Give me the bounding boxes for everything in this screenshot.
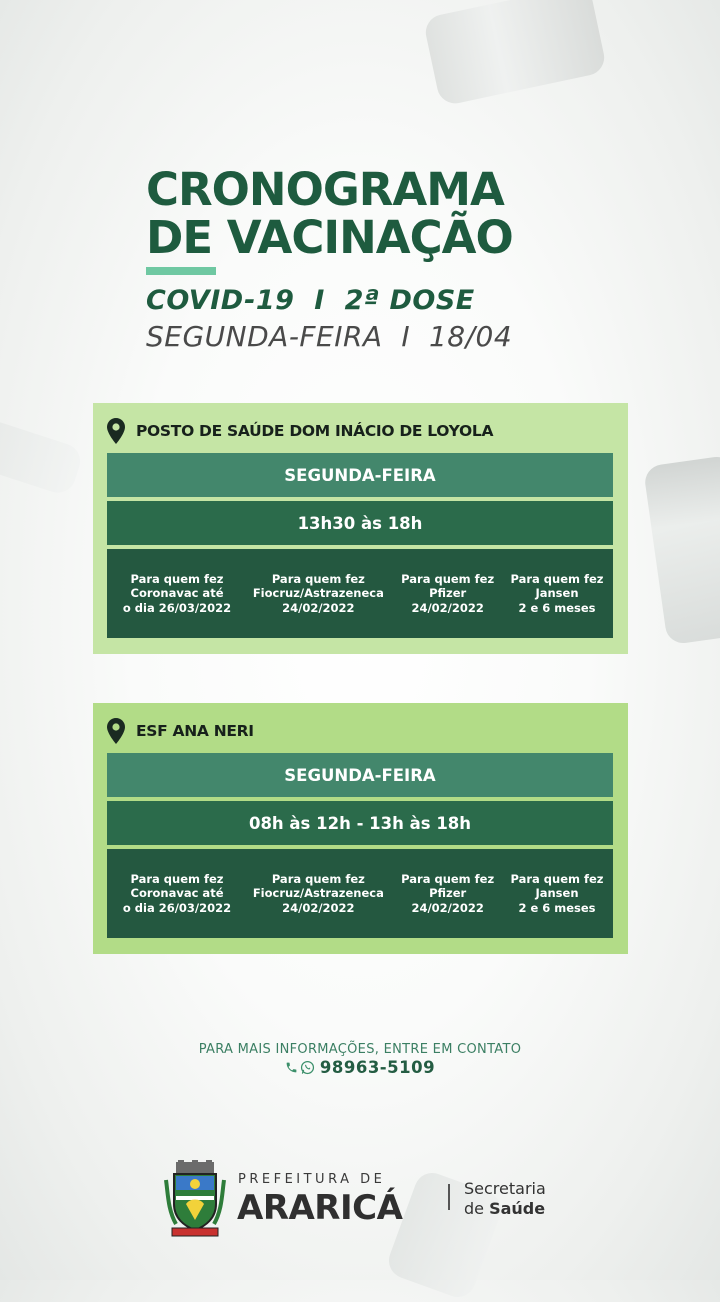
saude-prefix: de: [464, 1199, 484, 1218]
group-line: Fiocruz/Astrazeneca: [252, 886, 384, 901]
map-pin-icon: [107, 718, 125, 744]
city-name: ARARICÁ: [237, 1188, 403, 1228]
group-astrazeneca: [248, 572, 388, 616]
time-bar: 08h às 12h - 13h às 18h: [107, 801, 613, 845]
location-name: ESF ANA NERI: [136, 722, 254, 740]
group-line: 24/02/2022: [282, 600, 355, 615]
group-line: Para quem fez: [510, 571, 604, 586]
group-line: Para quem fez: [271, 571, 365, 586]
group-line: 24/02/2022: [282, 900, 355, 915]
group-line: Para quem fez: [401, 571, 495, 586]
group-line: Para quem fez: [271, 871, 365, 886]
phone-icon: [285, 1061, 298, 1074]
group-jansen: [507, 572, 607, 616]
secretaria-label: Secretaria: [464, 1179, 546, 1198]
group-line: Fiocruz/Astrazeneca: [252, 586, 384, 601]
subtitle-dose: COVID-19 I 2ª DOSE: [146, 285, 475, 316]
group-line: Pfizer: [429, 586, 467, 601]
group-astrazeneca: [248, 872, 388, 916]
group-line: Para quem fez: [401, 871, 495, 886]
group-pfizer: [396, 872, 500, 916]
location-name: POSTO DE SAÚDE DOM INÁCIO DE LOYOLA: [136, 422, 494, 440]
prefeitura-label: PREFEITURA DE: [238, 1172, 386, 1187]
saude-label: [464, 1199, 545, 1218]
group-line: 2 e 6 meses: [518, 900, 596, 915]
phone-contact[interactable]: [0, 1058, 720, 1077]
group-line: Jansen: [535, 886, 579, 901]
title-line-2: DE VACINAÇÃO: [146, 211, 513, 264]
subtitle-date: SEGUNDA-FEIRA I 18/04: [146, 320, 513, 353]
group-line: Pfizer: [429, 886, 467, 901]
group-pfizer: [396, 572, 500, 616]
group-coronavac: [113, 572, 241, 616]
group-line: Coronavac até: [130, 586, 224, 601]
contact-icons: [285, 1060, 315, 1075]
group-line: Para quem fez: [510, 871, 604, 886]
groups-bar: [107, 849, 613, 938]
map-pin-icon: [107, 418, 125, 444]
group-line: 24/02/2022: [411, 600, 484, 615]
coat-of-arms-icon: [162, 1160, 228, 1238]
groups-bar: [107, 549, 613, 638]
background-vial: [423, 0, 608, 107]
location-header: [107, 416, 493, 446]
background-vial: [643, 455, 720, 646]
group-line: Jansen: [535, 586, 579, 601]
group-line: Para quem fez: [130, 871, 224, 886]
group-line: o dia 26/03/2022: [122, 600, 232, 615]
group-line: Coronavac até: [130, 886, 224, 901]
phone-number[interactable]: 98963-5109: [319, 1058, 436, 1077]
group-coronavac: [113, 872, 241, 916]
title-line-1: CRONOGRAMA: [146, 163, 504, 216]
contact-info-text: PARA MAIS INFORMAÇÕES, ENTRE EM CONTATO: [198, 1042, 522, 1057]
day-bar: SEGUNDA-FEIRA: [107, 753, 613, 797]
background-vial: [0, 413, 85, 498]
group-jansen: [507, 872, 607, 916]
location-header: [107, 716, 254, 746]
group-line: 24/02/2022: [411, 900, 484, 915]
title-accent-bar: [146, 267, 216, 275]
group-line: o dia 26/03/2022: [122, 900, 232, 915]
logo-divider: [448, 1184, 450, 1210]
group-line: 2 e 6 meses: [518, 600, 596, 615]
time-bar: 13h30 às 18h: [107, 501, 613, 545]
day-bar: SEGUNDA-FEIRA: [107, 453, 613, 497]
saude-word: Saúde: [489, 1199, 546, 1218]
location-panel-posto-loyola: [93, 403, 628, 654]
group-line: Para quem fez: [130, 571, 224, 586]
location-panel-esf-ana-neri: [93, 703, 628, 954]
page-title: [146, 163, 513, 264]
whatsapp-icon: [300, 1060, 315, 1075]
